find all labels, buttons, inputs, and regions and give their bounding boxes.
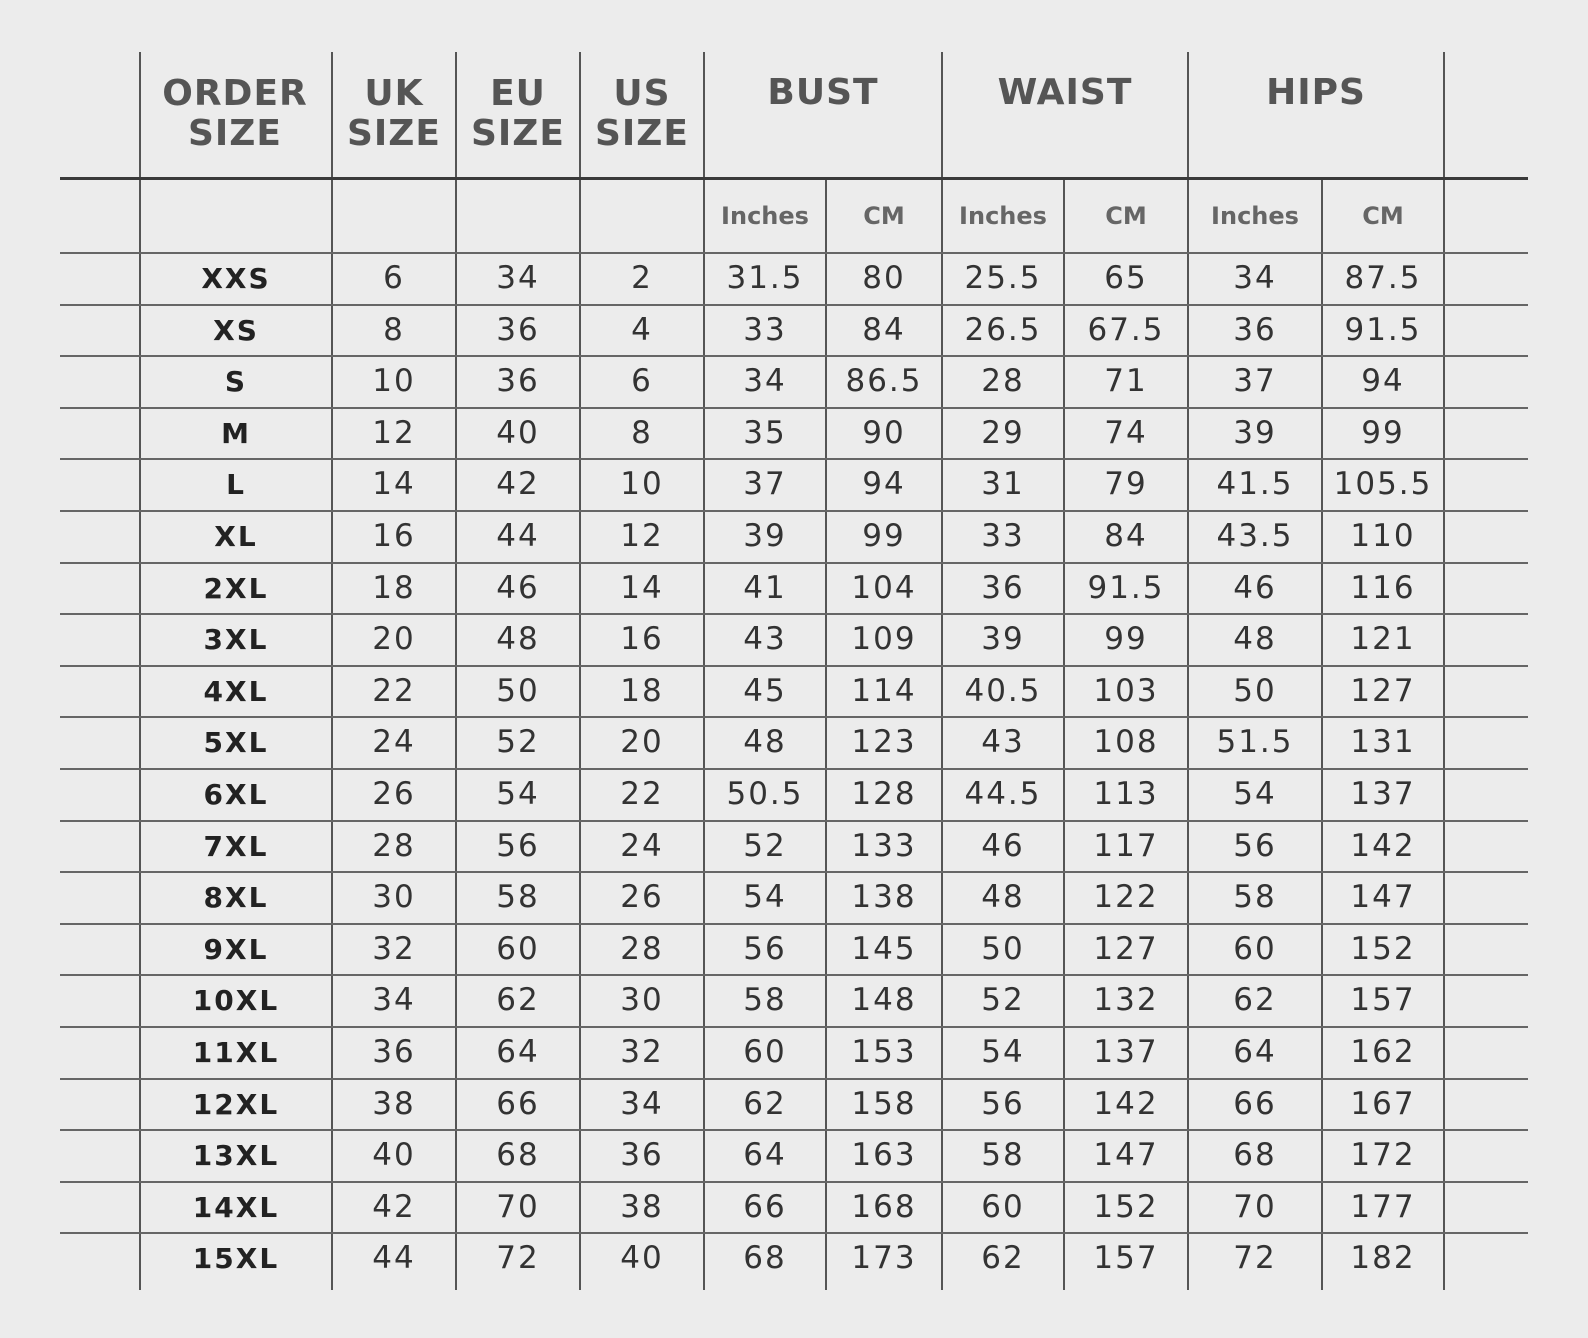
cell-waist-cm: 67.5 — [1087, 312, 1165, 348]
cell-hips-inches: 62 — [1233, 982, 1277, 1018]
cell-bust-cm: 133 — [851, 828, 917, 864]
cell-waist-cm: 113 — [1093, 776, 1159, 812]
cell-hips-cm: 127 — [1350, 673, 1416, 709]
cell-hips-inches: 37 — [1233, 363, 1277, 399]
cell-uk-size: 18 — [372, 570, 416, 606]
cell-waist-cm: 84 — [1104, 518, 1148, 554]
cell-bust-inches: 64 — [743, 1137, 787, 1173]
cell-order-size: 6XL — [203, 777, 269, 811]
cell-waist-cm: 147 — [1093, 1137, 1159, 1173]
cell-hips-cm: 94 — [1361, 363, 1405, 399]
cell-hips-cm: 162 — [1350, 1034, 1416, 1070]
cell-us-size: 18 — [620, 673, 664, 709]
cell-uk-size: 38 — [372, 1086, 416, 1122]
cell-waist-inches: 56 — [981, 1086, 1025, 1122]
cell-us-size: 24 — [620, 828, 664, 864]
cell-eu-size: 44 — [496, 518, 540, 554]
cell-eu-size: 60 — [496, 931, 540, 967]
cell-hips-inches: 36 — [1233, 312, 1277, 348]
cell-order-size: 7XL — [203, 829, 269, 863]
cell-uk-size: 40 — [372, 1137, 416, 1173]
cell-order-size: 15XL — [192, 1241, 280, 1275]
cell-uk-size: 36 — [372, 1034, 416, 1070]
cell-bust-cm: 138 — [851, 879, 917, 915]
subheader-inches: Inches — [959, 202, 1047, 230]
cell-waist-cm: 65 — [1104, 260, 1148, 296]
cell-waist-cm: 157 — [1093, 1240, 1159, 1276]
subheader-inches: Inches — [1211, 202, 1299, 230]
cell-waist-cm: 74 — [1104, 415, 1148, 451]
cell-waist-inches: 40.5 — [964, 673, 1042, 709]
cell-bust-inches: 33 — [743, 312, 787, 348]
cell-waist-inches: 33 — [981, 518, 1025, 554]
cell-hips-inches: 60 — [1233, 931, 1277, 967]
cell-hips-inches: 50 — [1233, 673, 1277, 709]
cell-bust-cm: 114 — [851, 673, 917, 709]
cell-uk-size: 28 — [372, 828, 416, 864]
cell-us-size: 40 — [620, 1240, 664, 1276]
cell-bust-inches: 54 — [743, 879, 787, 915]
header-eu-size: EU SIZE — [470, 73, 566, 154]
cell-waist-cm: 142 — [1093, 1086, 1159, 1122]
cell-hips-inches: 68 — [1233, 1137, 1277, 1173]
cell-hips-inches: 66 — [1233, 1086, 1277, 1122]
cell-bust-inches: 41 — [743, 570, 787, 606]
cell-hips-inches: 39 — [1233, 415, 1277, 451]
subheader-cm: CM — [1362, 202, 1404, 230]
cell-bust-cm: 90 — [862, 415, 906, 451]
cell-bust-inches: 60 — [743, 1034, 787, 1070]
cell-uk-size: 14 — [372, 466, 416, 502]
cell-bust-inches: 68 — [743, 1240, 787, 1276]
cell-hips-cm: 91.5 — [1344, 312, 1422, 348]
cell-uk-size: 24 — [372, 724, 416, 760]
cell-uk-size: 20 — [372, 621, 416, 657]
header-hips: HIPS — [1266, 72, 1366, 113]
cell-hips-inches: 41.5 — [1216, 466, 1294, 502]
cell-hips-cm: 116 — [1350, 570, 1416, 606]
cell-us-size: 38 — [620, 1189, 664, 1225]
cell-waist-inches: 60 — [981, 1189, 1025, 1225]
cell-bust-cm: 168 — [851, 1189, 917, 1225]
cell-uk-size: 26 — [372, 776, 416, 812]
cell-bust-inches: 50.5 — [726, 776, 804, 812]
cell-hips-cm: 110 — [1350, 518, 1416, 554]
cell-hips-cm: 157 — [1350, 982, 1416, 1018]
cell-bust-inches: 45 — [743, 673, 787, 709]
cell-eu-size: 40 — [496, 415, 540, 451]
cell-order-size: 4XL — [203, 674, 269, 708]
cell-hips-cm: 105.5 — [1333, 466, 1433, 502]
cell-bust-inches: 39 — [743, 518, 787, 554]
cell-uk-size: 42 — [372, 1189, 416, 1225]
cell-order-size: XXS — [201, 261, 271, 295]
cell-waist-cm: 79 — [1104, 466, 1148, 502]
cell-waist-cm: 127 — [1093, 931, 1159, 967]
cell-eu-size: 46 — [496, 570, 540, 606]
cell-order-size: 2XL — [203, 571, 269, 605]
cell-bust-inches: 35 — [743, 415, 787, 451]
cell-uk-size: 22 — [372, 673, 416, 709]
cell-hips-cm: 87.5 — [1344, 260, 1422, 296]
subheader-inches: Inches — [721, 202, 809, 230]
cell-order-size: 10XL — [192, 983, 280, 1017]
cell-us-size: 30 — [620, 982, 664, 1018]
cell-waist-inches: 46 — [981, 828, 1025, 864]
cell-bust-cm: 128 — [851, 776, 917, 812]
cell-uk-size: 30 — [372, 879, 416, 915]
cell-bust-cm: 158 — [851, 1086, 917, 1122]
cell-eu-size: 48 — [496, 621, 540, 657]
cell-eu-size: 54 — [496, 776, 540, 812]
cell-eu-size: 42 — [496, 466, 540, 502]
cell-eu-size: 62 — [496, 982, 540, 1018]
cell-us-size: 8 — [631, 415, 653, 451]
cell-uk-size: 34 — [372, 982, 416, 1018]
cell-waist-cm: 99 — [1104, 621, 1148, 657]
cell-bust-cm: 99 — [862, 518, 906, 554]
cell-bust-inches: 31.5 — [726, 260, 804, 296]
cell-bust-inches: 43 — [743, 621, 787, 657]
cell-hips-inches: 70 — [1233, 1189, 1277, 1225]
cell-us-size: 22 — [620, 776, 664, 812]
cell-us-size: 4 — [631, 312, 653, 348]
cell-us-size: 28 — [620, 931, 664, 967]
cell-waist-inches: 43 — [981, 724, 1025, 760]
cell-order-size: 9XL — [203, 932, 269, 966]
cell-hips-inches: 64 — [1233, 1034, 1277, 1070]
cell-us-size: 16 — [620, 621, 664, 657]
cell-uk-size: 16 — [372, 518, 416, 554]
cell-eu-size: 72 — [496, 1240, 540, 1276]
cell-order-size: 8XL — [203, 880, 269, 914]
cell-waist-cm: 152 — [1093, 1189, 1159, 1225]
cell-order-size: 11XL — [192, 1035, 280, 1069]
cell-us-size: 2 — [631, 260, 653, 296]
cell-waist-inches: 39 — [981, 621, 1025, 657]
cell-bust-cm: 123 — [851, 724, 917, 760]
cell-bust-cm: 94 — [862, 466, 906, 502]
cell-eu-size: 52 — [496, 724, 540, 760]
cell-waist-cm: 71 — [1104, 363, 1148, 399]
cell-waist-inches: 25.5 — [964, 260, 1042, 296]
cell-eu-size: 70 — [496, 1189, 540, 1225]
cell-order-size: 13XL — [192, 1138, 280, 1172]
header-waist: WAIST — [997, 72, 1133, 113]
header-us-size: US SIZE — [594, 73, 690, 154]
cell-waist-cm: 91.5 — [1087, 570, 1165, 606]
cell-waist-cm: 108 — [1093, 724, 1159, 760]
cell-waist-cm: 137 — [1093, 1034, 1159, 1070]
cell-order-size: M — [221, 416, 251, 450]
cell-order-size: S — [224, 364, 248, 398]
cell-eu-size: 50 — [496, 673, 540, 709]
cell-bust-cm: 104 — [851, 570, 917, 606]
header-order-size: ORDER SIZE — [162, 73, 308, 154]
cell-bust-inches: 37 — [743, 466, 787, 502]
cell-bust-cm: 86.5 — [845, 363, 923, 399]
cell-eu-size: 34 — [496, 260, 540, 296]
cell-hips-inches: 46 — [1233, 570, 1277, 606]
cell-bust-cm: 145 — [851, 931, 917, 967]
cell-waist-inches: 50 — [981, 931, 1025, 967]
cell-eu-size: 66 — [496, 1086, 540, 1122]
cell-us-size: 32 — [620, 1034, 664, 1070]
cell-bust-inches: 48 — [743, 724, 787, 760]
cell-order-size: 12XL — [192, 1087, 280, 1121]
header-uk-size: UK SIZE — [346, 73, 442, 154]
cell-eu-size: 64 — [496, 1034, 540, 1070]
cell-bust-cm: 173 — [851, 1240, 917, 1276]
cell-hips-inches: 58 — [1233, 879, 1277, 915]
cell-hips-cm: 137 — [1350, 776, 1416, 812]
cell-hips-inches: 72 — [1233, 1240, 1277, 1276]
cell-waist-inches: 26.5 — [964, 312, 1042, 348]
cell-hips-cm: 99 — [1361, 415, 1405, 451]
cell-us-size: 36 — [620, 1137, 664, 1173]
cell-us-size: 6 — [631, 363, 653, 399]
cell-hips-cm: 177 — [1350, 1189, 1416, 1225]
cell-us-size: 20 — [620, 724, 664, 760]
cell-bust-cm: 148 — [851, 982, 917, 1018]
cell-us-size: 12 — [620, 518, 664, 554]
cell-waist-cm: 103 — [1093, 673, 1159, 709]
cell-order-size: L — [226, 467, 246, 501]
cell-uk-size: 44 — [372, 1240, 416, 1276]
cell-hips-cm: 167 — [1350, 1086, 1416, 1122]
cell-waist-inches: 52 — [981, 982, 1025, 1018]
cell-waist-inches: 48 — [981, 879, 1025, 915]
cell-waist-inches: 44.5 — [964, 776, 1042, 812]
cell-hips-inches: 43.5 — [1216, 518, 1294, 554]
cell-waist-inches: 28 — [981, 363, 1025, 399]
cell-bust-inches: 34 — [743, 363, 787, 399]
cell-order-size: 5XL — [203, 725, 269, 759]
header-bust: BUST — [767, 72, 879, 113]
cell-hips-cm: 172 — [1350, 1137, 1416, 1173]
cell-eu-size: 36 — [496, 312, 540, 348]
cell-bust-inches: 58 — [743, 982, 787, 1018]
subheader-cm: CM — [863, 202, 905, 230]
cell-waist-cm: 132 — [1093, 982, 1159, 1018]
cell-hips-cm: 131 — [1350, 724, 1416, 760]
cell-eu-size: 36 — [496, 363, 540, 399]
cell-uk-size: 10 — [372, 363, 416, 399]
cell-us-size: 26 — [620, 879, 664, 915]
cell-waist-inches: 54 — [981, 1034, 1025, 1070]
cell-us-size: 14 — [620, 570, 664, 606]
cell-waist-inches: 62 — [981, 1240, 1025, 1276]
cell-hips-cm: 142 — [1350, 828, 1416, 864]
cell-hips-inches: 34 — [1233, 260, 1277, 296]
cell-bust-cm: 80 — [862, 260, 906, 296]
cell-uk-size: 6 — [383, 260, 405, 296]
cell-waist-cm: 117 — [1093, 828, 1159, 864]
cell-bust-inches: 52 — [743, 828, 787, 864]
cell-order-size: 3XL — [203, 622, 269, 656]
cell-bust-inches: 62 — [743, 1086, 787, 1122]
cell-bust-inches: 56 — [743, 931, 787, 967]
cell-eu-size: 68 — [496, 1137, 540, 1173]
cell-hips-cm: 121 — [1350, 621, 1416, 657]
cell-waist-inches: 29 — [981, 415, 1025, 451]
cell-hips-inches: 56 — [1233, 828, 1277, 864]
cell-waist-inches: 36 — [981, 570, 1025, 606]
cell-us-size: 10 — [620, 466, 664, 502]
cell-hips-inches: 51.5 — [1216, 724, 1294, 760]
cell-hips-inches: 48 — [1233, 621, 1277, 657]
cell-eu-size: 56 — [496, 828, 540, 864]
cell-uk-size: 8 — [383, 312, 405, 348]
cell-waist-cm: 122 — [1093, 879, 1159, 915]
cell-hips-cm: 152 — [1350, 931, 1416, 967]
cell-uk-size: 32 — [372, 931, 416, 967]
cell-bust-cm: 163 — [851, 1137, 917, 1173]
cell-hips-cm: 182 — [1350, 1240, 1416, 1276]
cell-bust-cm: 153 — [851, 1034, 917, 1070]
cell-us-size: 34 — [620, 1086, 664, 1122]
subheader-cm: CM — [1105, 202, 1147, 230]
cell-hips-inches: 54 — [1233, 776, 1277, 812]
cell-bust-inches: 66 — [743, 1189, 787, 1225]
cell-bust-cm: 109 — [851, 621, 917, 657]
cell-waist-inches: 58 — [981, 1137, 1025, 1173]
cell-waist-inches: 31 — [981, 466, 1025, 502]
cell-order-size: XL — [214, 519, 258, 553]
cell-eu-size: 58 — [496, 879, 540, 915]
cell-hips-cm: 147 — [1350, 879, 1416, 915]
cell-uk-size: 12 — [372, 415, 416, 451]
cell-order-size: 14XL — [192, 1190, 280, 1224]
cell-order-size: XS — [213, 313, 259, 347]
cell-bust-cm: 84 — [862, 312, 906, 348]
